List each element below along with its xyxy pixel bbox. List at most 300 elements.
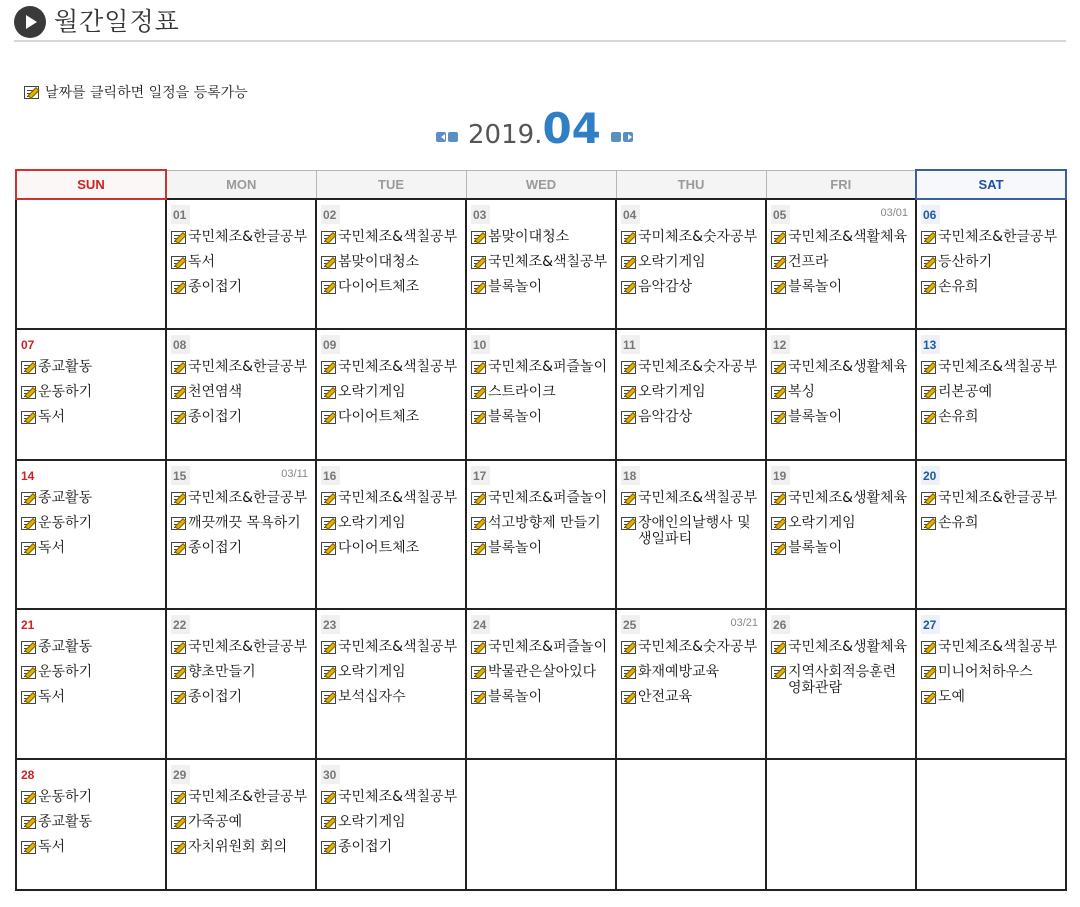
memo-edit-icon	[921, 691, 936, 704]
event-title: 블록놀이	[488, 689, 543, 705]
event-title: 리본공예	[938, 384, 993, 400]
empty-day-cell	[16, 199, 166, 329]
event-item[interactable]	[621, 359, 762, 375]
event-item[interactable]	[621, 639, 762, 655]
event-title: 봄맞이대청소	[488, 229, 570, 245]
memo-edit-icon	[321, 816, 336, 829]
event-item[interactable]	[321, 359, 462, 375]
event-item[interactable]	[771, 409, 912, 425]
event-item[interactable]	[321, 409, 462, 425]
event-item[interactable]	[171, 789, 312, 805]
event-title: 종교활동	[38, 359, 93, 375]
day-number[interactable]: 25	[621, 615, 640, 634]
event-item[interactable]	[921, 229, 1062, 245]
event-item[interactable]	[621, 515, 762, 547]
event-item[interactable]	[471, 515, 612, 531]
event-title: 오락기게임	[638, 384, 706, 400]
event-item[interactable]	[771, 229, 912, 245]
event-item[interactable]	[321, 279, 462, 295]
memo-edit-icon	[471, 386, 486, 399]
memo-edit-icon	[471, 691, 486, 704]
memo-edit-icon	[621, 281, 636, 294]
day-cell[interactable]	[166, 329, 316, 460]
memo-edit-icon	[171, 791, 186, 804]
day-number[interactable]: 30	[321, 765, 340, 784]
memo-edit-icon	[771, 492, 786, 505]
event-item[interactable]	[171, 384, 312, 400]
day-number[interactable]: 23	[321, 615, 340, 634]
event-item[interactable]	[921, 384, 1062, 400]
event-item[interactable]	[321, 814, 462, 830]
day-cell[interactable]	[316, 759, 466, 890]
event-item[interactable]	[321, 540, 462, 556]
memo-edit-icon	[771, 281, 786, 294]
prev-year-icon[interactable]	[436, 132, 446, 142]
memo-edit-icon	[24, 86, 39, 99]
day-cell[interactable]	[316, 329, 466, 460]
memo-edit-icon	[621, 361, 636, 374]
memo-edit-icon	[921, 386, 936, 399]
memo-edit-icon	[621, 666, 636, 679]
prev-month-icon[interactable]	[448, 132, 458, 142]
event-item[interactable]	[171, 839, 312, 855]
event-title: 미니어처하우스	[938, 664, 1033, 680]
day-cell-header	[21, 465, 162, 487]
event-item[interactable]	[171, 689, 312, 705]
memo-edit-icon	[171, 641, 186, 654]
event-item[interactable]	[621, 490, 762, 506]
day-number[interactable]: 20	[921, 466, 940, 485]
day-cell-header	[171, 334, 312, 356]
memo-edit-icon	[21, 691, 36, 704]
event-item[interactable]	[171, 229, 312, 245]
day-number[interactable]: 01	[171, 205, 190, 224]
memo-edit-icon	[21, 816, 36, 829]
memo-edit-icon	[921, 361, 936, 374]
day-number[interactable]: 26	[771, 615, 790, 634]
event-title: 독서	[38, 409, 66, 425]
memo-edit-icon	[21, 492, 36, 505]
event-title: 깨끗깨끗 목욕하기	[188, 515, 301, 531]
event-item[interactable]	[21, 664, 162, 680]
memo-edit-icon	[621, 517, 636, 530]
day-cell-header	[171, 465, 312, 487]
day-cell-header	[771, 334, 912, 356]
event-title: 독서	[38, 839, 66, 855]
event-title: 국민체조&한글공부	[938, 490, 1058, 506]
event-item[interactable]	[321, 839, 462, 855]
memo-edit-icon	[921, 231, 936, 244]
memo-edit-icon	[321, 361, 336, 374]
weekday-header-wed: WED	[466, 170, 616, 199]
day-number[interactable]: 11	[621, 335, 640, 354]
memo-edit-icon	[21, 791, 36, 804]
event-item[interactable]	[171, 279, 312, 295]
event-item[interactable]	[771, 664, 912, 696]
memo-edit-icon	[921, 281, 936, 294]
memo-edit-icon	[771, 256, 786, 269]
event-title: 도예	[938, 689, 966, 705]
event-item[interactable]	[921, 689, 1062, 705]
event-title: 종교활동	[38, 814, 93, 830]
day-number[interactable]: 06	[921, 205, 940, 224]
memo-edit-icon	[321, 386, 336, 399]
event-item[interactable]	[621, 664, 762, 680]
event-item[interactable]	[771, 359, 912, 375]
event-item[interactable]	[171, 409, 312, 425]
event-title: 국민체조&색칠공부	[938, 359, 1058, 375]
memo-edit-icon	[771, 361, 786, 374]
day-cell[interactable]	[466, 609, 616, 759]
event-title: 운동하기	[38, 384, 93, 400]
event-item[interactable]	[21, 639, 162, 655]
day-cell[interactable]	[466, 329, 616, 460]
memo-edit-icon	[471, 411, 486, 424]
event-item[interactable]	[771, 384, 912, 400]
day-cell-header	[471, 204, 612, 226]
memo-edit-icon	[21, 666, 36, 679]
memo-edit-icon	[471, 666, 486, 679]
memo-edit-icon	[471, 256, 486, 269]
event-title: 종이접기	[338, 839, 393, 855]
calendar-grid	[15, 169, 1067, 891]
day-cell-header	[771, 614, 912, 636]
memo-edit-icon	[771, 517, 786, 530]
memo-edit-icon	[921, 411, 936, 424]
day-number[interactable]: 16	[321, 466, 340, 485]
event-item[interactable]	[21, 409, 162, 425]
day-cell-header	[321, 614, 462, 636]
event-title: 운동하기	[38, 515, 93, 531]
event-item[interactable]	[21, 839, 162, 855]
day-cell[interactable]	[766, 460, 916, 609]
event-item[interactable]	[171, 490, 312, 506]
event-title: 종이접기	[188, 540, 243, 556]
event-title: 운동하기	[38, 789, 93, 805]
memo-edit-icon	[621, 411, 636, 424]
memo-edit-icon	[171, 361, 186, 374]
day-number[interactable]: 18	[621, 466, 640, 485]
event-item[interactable]	[621, 689, 762, 705]
event-title: 독서	[38, 540, 66, 556]
lunar-date: 03/11	[281, 468, 308, 480]
day-cell[interactable]	[466, 199, 616, 329]
event-item[interactable]	[321, 515, 462, 531]
day-number[interactable]: 07	[21, 338, 35, 352]
event-title: 봄맞이대청소	[338, 254, 420, 270]
event-title: 안전교육	[638, 689, 693, 705]
day-number[interactable]: 04	[621, 205, 640, 224]
day-cell[interactable]	[166, 199, 316, 329]
day-number[interactable]: 17	[471, 466, 490, 485]
event-title: 블록놀이	[488, 540, 543, 556]
day-number[interactable]: 03	[471, 205, 490, 224]
next-year-icon[interactable]	[623, 132, 633, 142]
day-cell[interactable]	[16, 759, 166, 890]
day-cell[interactable]	[166, 759, 316, 890]
day-number[interactable]: 22	[171, 615, 190, 634]
day-cell-header	[771, 204, 912, 226]
day-cell[interactable]	[616, 329, 766, 460]
day-cell[interactable]	[616, 460, 766, 609]
month-navigation	[436, 104, 635, 153]
event-item[interactable]	[171, 359, 312, 375]
event-item[interactable]	[321, 384, 462, 400]
event-title: 국민체조&색칠공부	[488, 254, 608, 270]
event-item[interactable]	[21, 359, 162, 375]
memo-edit-icon	[321, 542, 336, 555]
page-header	[14, 0, 1066, 42]
event-item[interactable]	[621, 384, 762, 400]
day-number[interactable]: 09	[321, 335, 340, 354]
memo-edit-icon	[171, 411, 186, 424]
event-item[interactable]	[771, 254, 912, 270]
event-title: 국민체조&한글공부	[188, 789, 308, 805]
day-cell-header	[171, 204, 312, 226]
event-item[interactable]	[771, 639, 912, 655]
memo-edit-icon	[321, 281, 336, 294]
memo-edit-icon	[171, 256, 186, 269]
week-row	[16, 329, 1066, 460]
event-title: 국민체조&색칠공부	[338, 639, 458, 655]
event-item[interactable]	[471, 639, 612, 655]
event-title: 건프라	[788, 254, 829, 270]
day-cell[interactable]	[616, 199, 766, 329]
day-cell-header	[771, 465, 912, 487]
next-month-icon[interactable]	[611, 132, 621, 142]
day-cell-header	[621, 614, 762, 636]
day-cell[interactable]	[766, 329, 916, 460]
event-item[interactable]	[471, 490, 612, 506]
day-number[interactable]: 21	[21, 618, 35, 632]
event-item[interactable]	[921, 664, 1062, 680]
memo-edit-icon	[621, 691, 636, 704]
day-number[interactable]: 27	[921, 615, 940, 634]
day-cell-header	[471, 465, 612, 487]
memo-edit-icon	[921, 666, 936, 679]
event-item[interactable]	[21, 789, 162, 805]
event-title: 블록놀이	[788, 409, 843, 425]
event-title: 국민체조&생활체육	[788, 359, 908, 375]
event-item[interactable]	[471, 384, 612, 400]
event-title: 오락기게임	[338, 515, 406, 531]
event-item[interactable]	[771, 515, 912, 531]
event-item[interactable]	[921, 490, 1062, 506]
event-item[interactable]	[21, 384, 162, 400]
day-number[interactable]: 29	[171, 765, 190, 784]
event-item[interactable]	[321, 639, 462, 655]
memo-edit-icon	[621, 641, 636, 654]
date-separator: .	[534, 120, 543, 150]
day-cell[interactable]	[916, 460, 1066, 609]
day-number[interactable]: 19	[771, 466, 790, 485]
event-item[interactable]	[321, 664, 462, 680]
day-number[interactable]: 14	[21, 469, 35, 483]
event-title: 가죽공예	[188, 814, 243, 830]
event-item[interactable]	[471, 359, 612, 375]
event-item[interactable]	[21, 689, 162, 705]
event-item[interactable]	[171, 664, 312, 680]
weekday-header-fri: FRI	[766, 170, 916, 199]
day-number[interactable]: 12	[771, 335, 790, 354]
memo-edit-icon	[621, 231, 636, 244]
memo-edit-icon	[21, 361, 36, 374]
memo-edit-icon	[621, 386, 636, 399]
event-item[interactable]	[921, 279, 1062, 295]
day-cell[interactable]	[916, 199, 1066, 329]
event-item[interactable]	[321, 229, 462, 245]
event-item[interactable]	[771, 540, 912, 556]
memo-edit-icon	[21, 517, 36, 530]
day-cell[interactable]	[916, 329, 1066, 460]
event-item[interactable]	[471, 409, 612, 425]
memo-edit-icon	[171, 386, 186, 399]
event-item[interactable]	[471, 689, 612, 705]
event-title: 오락기게임	[638, 254, 706, 270]
memo-edit-icon	[471, 492, 486, 505]
event-item[interactable]	[171, 254, 312, 270]
day-cell[interactable]	[16, 609, 166, 759]
day-cell-header	[321, 465, 462, 487]
event-title: 보석십자수	[338, 689, 406, 705]
event-title: 국민체조&한글공부	[938, 229, 1058, 245]
event-item[interactable]	[321, 789, 462, 805]
event-title: 박물관은살아있다	[488, 664, 597, 680]
event-title: 지역사회적응훈련 영화관람	[788, 664, 897, 696]
event-item[interactable]	[621, 409, 762, 425]
event-item[interactable]	[21, 515, 162, 531]
memo-edit-icon	[921, 517, 936, 530]
event-title: 국민체조&한글공부	[188, 639, 308, 655]
memo-edit-icon	[621, 492, 636, 505]
day-cell-header	[471, 614, 612, 636]
day-number[interactable]: 28	[21, 768, 35, 782]
week-row	[16, 460, 1066, 609]
event-item[interactable]	[321, 254, 462, 270]
event-title: 종교활동	[38, 490, 93, 506]
event-title: 장애인의날행사 및생일파티	[638, 515, 751, 547]
event-title: 음악감상	[638, 279, 693, 295]
memo-edit-icon	[771, 386, 786, 399]
event-item[interactable]	[771, 279, 912, 295]
event-title: 오락기게임	[788, 515, 856, 531]
event-item[interactable]	[471, 254, 612, 270]
event-item[interactable]	[471, 229, 612, 245]
day-cell[interactable]	[766, 609, 916, 759]
event-title: 다이어트체조	[338, 279, 420, 295]
day-number[interactable]: 05	[771, 205, 790, 224]
event-title: 자치위원회 회의	[188, 839, 288, 855]
event-title: 화재예방교육	[638, 664, 720, 680]
day-number[interactable]: 08	[171, 335, 190, 354]
day-cell[interactable]	[16, 460, 166, 609]
event-item[interactable]	[921, 639, 1062, 655]
memo-edit-icon	[471, 231, 486, 244]
event-title: 손유희	[938, 409, 979, 425]
event-item[interactable]	[321, 490, 462, 506]
event-title: 국민체조&퍼즐놀이	[488, 359, 608, 375]
memo-edit-icon	[771, 641, 786, 654]
memo-edit-icon	[471, 361, 486, 374]
event-title: 국민체조&숫자공부	[638, 359, 758, 375]
day-cell[interactable]	[166, 609, 316, 759]
event-item[interactable]	[921, 515, 1062, 531]
event-item[interactable]	[321, 689, 462, 705]
event-item[interactable]	[171, 639, 312, 655]
event-title: 국민체조&색칠공부	[638, 490, 758, 506]
event-item[interactable]	[921, 409, 1062, 425]
play-circle-icon	[14, 6, 46, 38]
memo-edit-icon	[171, 666, 186, 679]
lunar-date: 03/01	[880, 207, 908, 219]
event-item[interactable]	[471, 279, 612, 295]
memo-edit-icon	[321, 841, 336, 854]
empty-day-cell	[466, 759, 616, 890]
day-cell[interactable]	[916, 609, 1066, 759]
event-item[interactable]	[21, 540, 162, 556]
event-title: 국미체조&숫자공부	[638, 229, 758, 245]
event-title: 손유희	[938, 279, 979, 295]
day-number[interactable]: 02	[321, 205, 340, 224]
day-cell[interactable]	[166, 460, 316, 609]
event-title: 국민체조&한글공부	[188, 359, 308, 375]
day-cell-header	[21, 764, 162, 786]
event-title: 국민체조&생활체육	[788, 639, 908, 655]
event-item[interactable]	[621, 279, 762, 295]
event-item[interactable]	[771, 490, 912, 506]
day-cell[interactable]	[766, 199, 916, 329]
event-item[interactable]	[621, 254, 762, 270]
event-title: 국민체조&색칠공부	[338, 490, 458, 506]
day-cell-header	[621, 465, 762, 487]
event-item[interactable]	[21, 814, 162, 830]
day-number[interactable]: 13	[921, 335, 940, 354]
event-item[interactable]	[171, 814, 312, 830]
day-cell[interactable]	[616, 609, 766, 759]
event-item[interactable]	[621, 229, 762, 245]
day-number[interactable]: 15	[171, 466, 190, 485]
day-cell[interactable]	[316, 609, 466, 759]
day-cell[interactable]	[316, 199, 466, 329]
memo-edit-icon	[321, 492, 336, 505]
day-cell-header	[621, 334, 762, 356]
event-item[interactable]	[171, 540, 312, 556]
memo-edit-icon	[321, 666, 336, 679]
event-title: 국민체조&색칠공부	[338, 359, 458, 375]
day-cell[interactable]	[466, 460, 616, 609]
day-cell[interactable]	[316, 460, 466, 609]
event-title: 블록놀이	[788, 279, 843, 295]
event-title: 블록놀이	[488, 409, 543, 425]
weekday-header-thu: THU	[616, 170, 766, 199]
event-item[interactable]	[471, 540, 612, 556]
memo-edit-icon	[171, 517, 186, 530]
event-item[interactable]	[921, 359, 1062, 375]
day-number[interactable]: 10	[471, 335, 490, 354]
event-item[interactable]	[921, 254, 1062, 270]
event-item[interactable]	[21, 490, 162, 506]
memo-edit-icon	[321, 411, 336, 424]
event-title: 종이접기	[188, 409, 243, 425]
event-item[interactable]	[171, 515, 312, 531]
day-cell[interactable]	[16, 329, 166, 460]
event-title: 국민체조&생활체육	[788, 490, 908, 506]
event-item[interactable]	[471, 664, 612, 680]
memo-edit-icon	[771, 666, 786, 679]
day-number[interactable]: 24	[471, 615, 490, 634]
event-title: 다이어트체조	[338, 409, 420, 425]
week-row	[16, 609, 1066, 759]
